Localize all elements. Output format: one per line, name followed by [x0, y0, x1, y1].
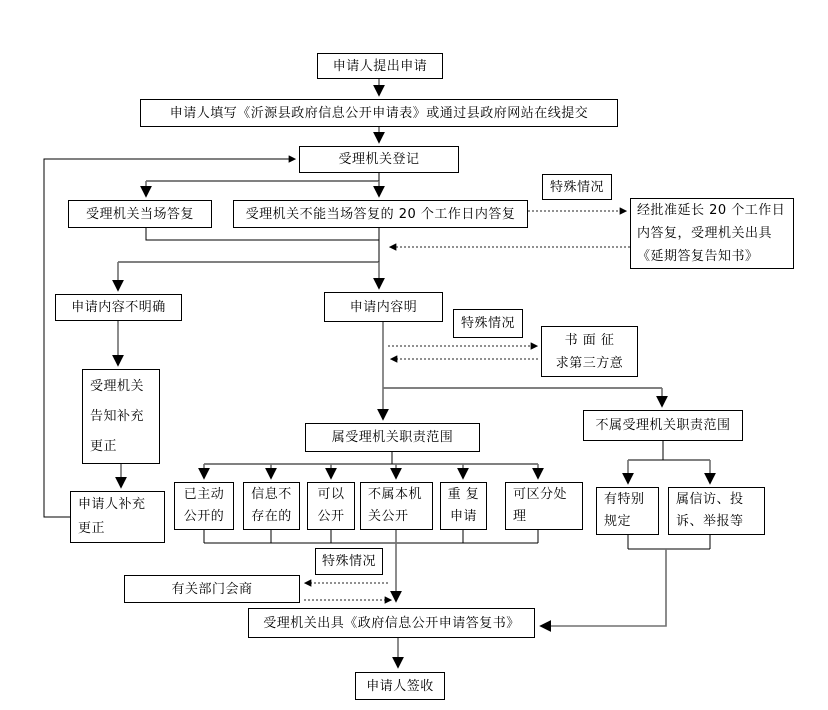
node-approved-extension: 经批准延长 20 个工作日 内答复，受理机关出具 《延期答复告知书》	[630, 198, 794, 269]
node-already-public: 已主动 公开的	[174, 482, 234, 530]
node-department-consultation: 有关部门会商	[124, 575, 300, 603]
node-special-case-3: 特殊情况	[315, 548, 383, 575]
node-reply-within-20-days: 受理机关不能当场答复的 20 个工作日内答复	[233, 200, 528, 228]
node-outside-authority-scope: 不属受理机关职责范围	[583, 410, 743, 441]
node-info-not-exist: 信息不 存在的	[243, 482, 300, 530]
node-not-this-authority: 不属本机 关公开	[360, 482, 433, 530]
node-petition-complaint-report: 属信访、投 诉、举报等	[668, 487, 765, 535]
node-content-unclear: 申请内容不明确	[55, 294, 182, 321]
node-notify-supplement-correction: 受理机关 告知补充 更正	[82, 369, 160, 464]
node-special-case-2: 特殊情况	[453, 309, 523, 338]
node-written-third-party-opinion: 书 面 征 求第三方意	[541, 326, 638, 377]
node-applicant-supplements: 申请人补充 更正	[70, 491, 165, 543]
node-repeat-application: 重 复 申请	[440, 482, 487, 530]
node-separable-handling: 可区分处 理	[505, 482, 583, 530]
node-issue-reply-document: 受理机关出具《政府信息公开申请答复书》	[248, 608, 535, 638]
node-within-authority-scope: 属受理机关职责范围	[305, 423, 480, 452]
node-can-be-public: 可以 公开	[307, 482, 355, 530]
node-special-case-1: 特殊情况	[542, 174, 612, 200]
node-onsite-reply: 受理机关当场答复	[68, 200, 212, 228]
node-applicant-signs: 申请人签收	[355, 672, 445, 700]
node-fill-application-form: 申请人填写《沂源县政府信息公开申请表》或通过县政府网站在线提交	[140, 99, 618, 127]
node-content-clear: 申请内容明	[324, 292, 443, 322]
node-authority-registers: 受理机关登记	[299, 146, 459, 173]
dotted-connectors	[304, 211, 630, 600]
node-special-provisions: 有特别 规定	[596, 487, 659, 535]
node-applicant-submits: 申请人提出申请	[317, 53, 443, 79]
